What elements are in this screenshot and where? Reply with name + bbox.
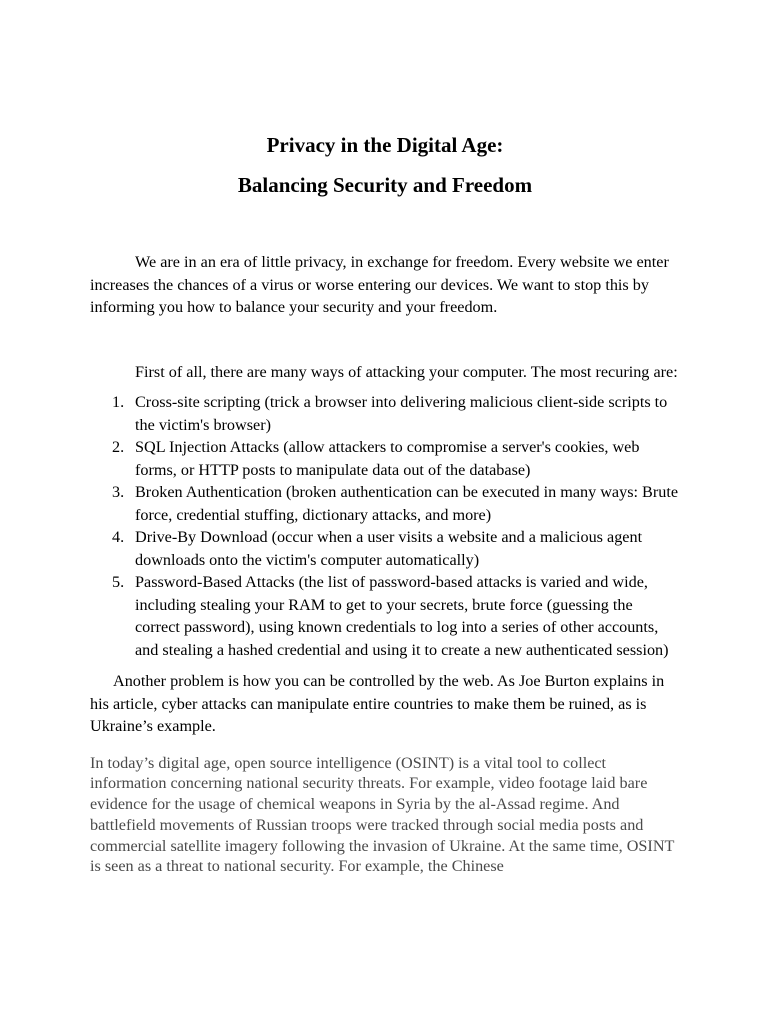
list-item [112,436,680,481]
list-item-text: Cross-site scripting (trick a browser into delivering malicious client-side scripts to the victim's browser) [135,393,668,434]
quoted-paragraph: In today’s digital age, open source intelligence (OSINT) is a vital tool to collect information concerning national security threats. For example, video footage laid bare evidence for the usage of chemical weapons in Syria by the al-Assad regime. And battlefield movements of Russian troops were tracked through social media posts and commercial satellite imagery following the invasion of Ukraine. At the same time, OSINT is seen as a threat to national security. For example, the Chinese [90,753,675,876]
list-item-number: 1. [112,393,125,411]
list-item-text: SQL Injection Attacks (allow attackers to compromise a server's cookies, web forms, or HTTP posts to manipulate data out of the database) [135,438,640,479]
list-item-number: 5. [112,573,125,591]
list-item-text: Password-Based Attacks (the list of password-based attacks is varied and wide, including stealing your RAM to get to your secrets, brute force (guessing the correct password), using known credentials to log into a series of other accounts, and stealing a hashed credential and using it to create a new authenticated session) [135,573,669,659]
list-item [112,571,680,661]
list-item [112,481,680,526]
document-title: Privacy in the Digital Age: [266,133,504,157]
list-item-text: Drive-By Download (occur when a user visits a website and a malicious agent downloads onto the victim's computer automatically) [135,528,643,569]
intro-paragraph: We are in an era of little privacy, in exchange for freedom. Every website we enter increases the chances of a virus or worse entering our devices. We want to stop this by informing you how to balance your security and your freedom. [90,253,669,316]
document-page [90,128,680,877]
control-paragraph: Another problem is how you can be controlled by the web. As Joe Burton explains in his article, cyber attacks can manipulate entire countries to make them be ruined, as is Ukraine’s example. [90,672,665,735]
attacks-intro-paragraph: First of all, there are many ways of attacking your computer. The most recuring are: [135,362,678,381]
list-item-number: 4. [112,528,125,546]
list-item [112,526,680,571]
document-subtitle: Balancing Security and Freedom [237,173,533,197]
list-item-number: 2. [112,438,125,456]
list-item-number: 3. [112,483,125,501]
list-item-text: Broken Authentication (broken authentication can be executed in many ways: Brute force, credential stuffing, dictionary attacks, and more) [135,483,679,524]
attack-list [90,391,680,661]
list-item [112,391,680,436]
